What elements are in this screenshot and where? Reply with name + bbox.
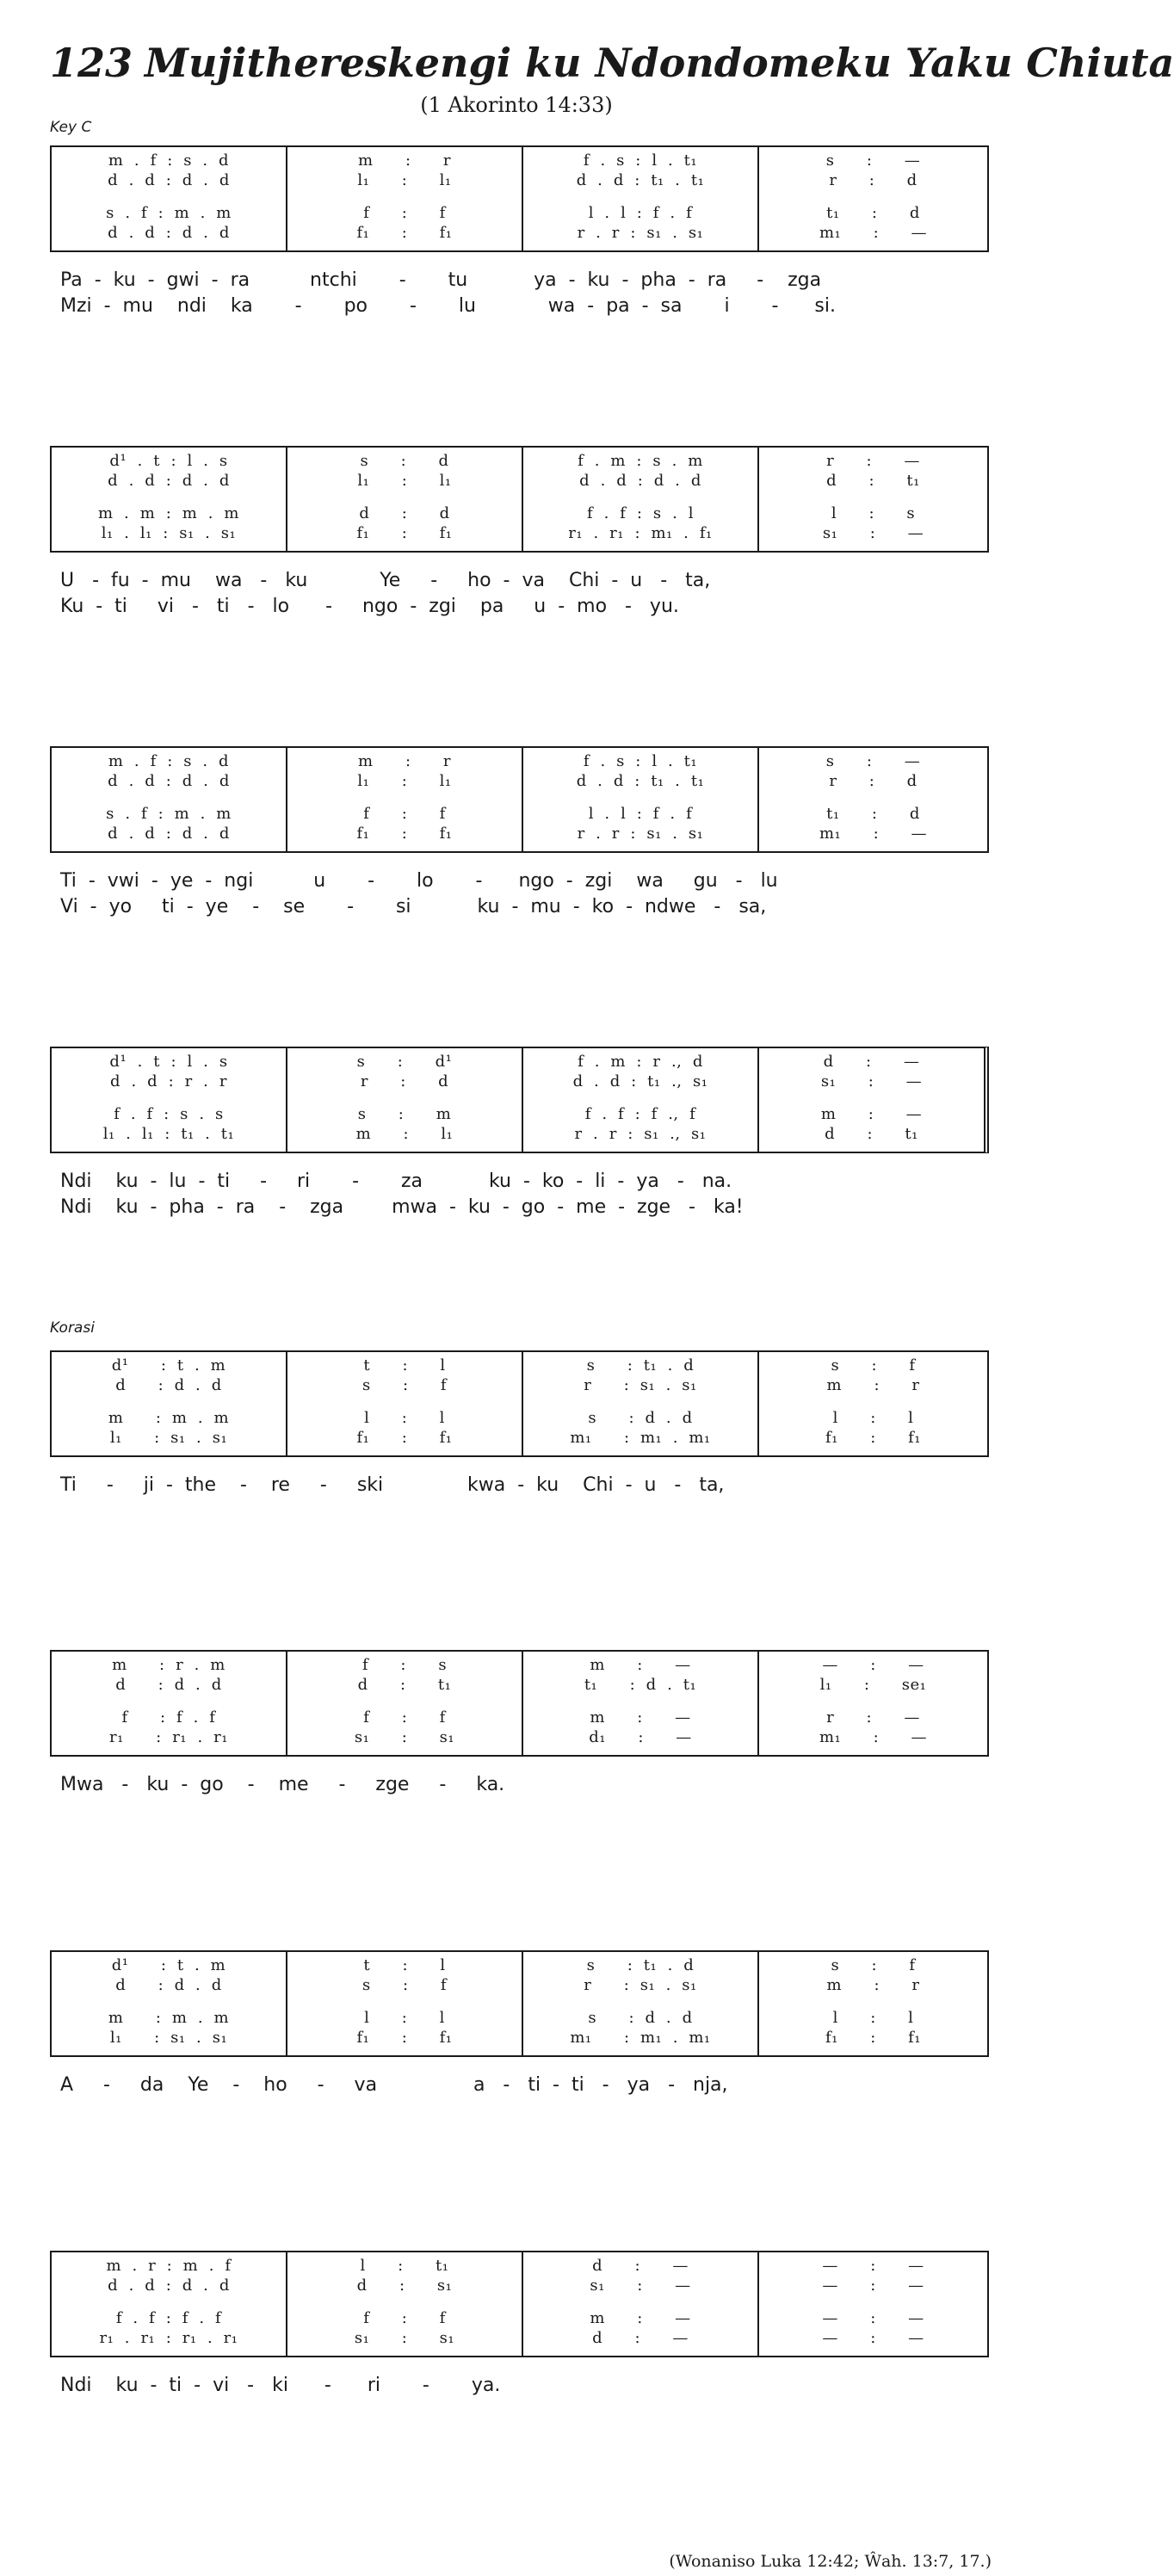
voice-notes: d : d . d bbox=[115, 1376, 222, 1394]
voice-notes: s : d . d bbox=[588, 1409, 693, 1427]
voice-notes: l : l bbox=[364, 1409, 445, 1427]
voice-notes: s : — bbox=[825, 752, 921, 770]
lyric-line: U - fu - mu wa - ku Ye - ho - va Chi - u - ta, bbox=[60, 570, 711, 591]
measure bbox=[52, 2252, 287, 2356]
voice-notes: s : f bbox=[831, 1356, 916, 1374]
voice-notes: l₁ : se₁ bbox=[819, 1676, 927, 1694]
voice-notes: l₁ . l₁ : s₁ . s₁ bbox=[101, 524, 237, 542]
voice-notes: m . f : s . d bbox=[108, 752, 230, 770]
voice-notes: f₁ : f₁ bbox=[356, 1429, 453, 1447]
lyric-line: Ndi ku - ti - vi - ki - ri - ya. bbox=[60, 2375, 501, 2396]
voice-notes: m₁ : — bbox=[819, 1728, 927, 1746]
voice-notes: m : m . m bbox=[108, 2009, 230, 2027]
voice-notes: r₁ : r₁ . r₁ bbox=[109, 1728, 228, 1746]
voice-notes: m : l₁ bbox=[355, 1125, 454, 1143]
voice-notes: m₁ : m₁ . m₁ bbox=[570, 2029, 711, 2047]
voice-notes: s : d¹ bbox=[356, 1053, 453, 1071]
voice-notes: l : l bbox=[364, 2009, 445, 2027]
lyric-line: Vi - yo ti - ye - se - si ku - mu - ko - ndwe - sa, bbox=[60, 896, 767, 917]
voice-notes: m : r bbox=[358, 151, 451, 170]
voice-notes: f : f bbox=[363, 805, 446, 823]
voice-notes: s : t₁ . d bbox=[586, 1956, 695, 1974]
staff-system bbox=[50, 1650, 989, 1757]
voice-notes: d : — bbox=[823, 1053, 920, 1071]
voice-notes: d . d : d . d bbox=[579, 472, 701, 490]
measure bbox=[287, 448, 523, 551]
measure bbox=[523, 1952, 759, 2055]
voice-notes: d¹ : t . m bbox=[111, 1956, 226, 1974]
voice-notes: r : s₁ . s₁ bbox=[584, 1376, 697, 1394]
voice-notes: s : t₁ . d bbox=[586, 1356, 695, 1374]
voice-notes: s : d bbox=[360, 452, 449, 470]
voice-notes: d : d . d bbox=[115, 1976, 222, 1994]
scripture-reference: (1 Akorinto 14:33) bbox=[420, 93, 613, 117]
voice-notes: m₁ : — bbox=[819, 825, 927, 843]
voice-notes: s₁ : — bbox=[822, 524, 924, 542]
lyric-line: Ndi ku - lu - ti - ri - za ku - ko - li - ya - na. bbox=[60, 1171, 732, 1192]
hymn-title bbox=[50, 40, 1174, 86]
voice-notes: d₁ : — bbox=[589, 1728, 692, 1746]
voice-notes: l₁ : l₁ bbox=[357, 772, 452, 790]
voice-notes: r : — bbox=[826, 1708, 920, 1727]
voice-notes: s : f bbox=[831, 1956, 916, 1974]
voice-notes: s : d . d bbox=[588, 2009, 693, 2027]
voice-notes: r : s₁ . s₁ bbox=[584, 1976, 697, 1994]
voice-notes: d : — bbox=[592, 2257, 689, 2275]
staff-system bbox=[50, 2251, 989, 2357]
voice-notes: s . f : m . m bbox=[106, 805, 232, 823]
voice-notes: r : — bbox=[826, 452, 920, 470]
voice-notes: m : r bbox=[826, 1376, 920, 1394]
voice-notes: l : l bbox=[832, 2009, 914, 2027]
voice-notes: s : f bbox=[361, 1376, 448, 1394]
voice-notes: m . r : m . f bbox=[106, 2257, 232, 2275]
measure bbox=[287, 1048, 523, 1152]
measure bbox=[287, 147, 523, 250]
lyric-line: Pa - ku - gwi - ra ntchi - tu ya - ku - pha - ra - zga bbox=[60, 269, 822, 291]
measure bbox=[523, 1352, 759, 1455]
voice-notes: m₁ : m₁ . m₁ bbox=[570, 1429, 711, 1447]
voice-notes: d : d . d bbox=[115, 1676, 222, 1694]
measure bbox=[52, 1352, 287, 1455]
voice-notes: r . r : s₁ . s₁ bbox=[577, 825, 704, 843]
voice-notes: f : f bbox=[363, 1708, 446, 1727]
voice-notes: d . d : d . d bbox=[108, 2276, 230, 2295]
voice-notes: — : — bbox=[822, 2257, 924, 2275]
measure bbox=[52, 147, 287, 250]
measure bbox=[523, 448, 759, 551]
voice-notes: l₁ : s₁ . s₁ bbox=[109, 1429, 228, 1447]
measure bbox=[52, 448, 287, 551]
voice-notes: f : f bbox=[363, 204, 446, 222]
voice-notes: d : — bbox=[592, 2329, 689, 2347]
voice-notes: f . f : f ., f bbox=[584, 1105, 696, 1123]
voice-notes: f : f bbox=[363, 2309, 446, 2327]
voice-notes: s₁ : — bbox=[590, 2276, 691, 2295]
voice-notes: — : — bbox=[822, 2329, 924, 2347]
voice-notes: m₁ : — bbox=[819, 224, 927, 242]
voice-notes: m . m : m . m bbox=[98, 504, 239, 522]
staff-system bbox=[50, 145, 989, 252]
voice-notes: — : — bbox=[822, 1656, 924, 1674]
voice-notes: l₁ : s₁ . s₁ bbox=[109, 2029, 228, 2047]
voice-notes: t₁ : d . t₁ bbox=[584, 1676, 697, 1694]
voice-notes: m : r bbox=[358, 752, 451, 770]
voice-notes: d . d : d . d bbox=[108, 472, 230, 490]
voice-notes: f . m : s . m bbox=[578, 452, 703, 470]
measure bbox=[759, 1352, 987, 1455]
voice-notes: f₁ : f₁ bbox=[825, 2029, 921, 2047]
voice-notes: f₁ : f₁ bbox=[356, 224, 453, 242]
staff-system bbox=[50, 1350, 989, 1457]
voice-notes: l₁ : l₁ bbox=[357, 472, 452, 490]
voice-notes: f . s : l . t₁ bbox=[583, 151, 698, 170]
voice-notes: f₁ : f₁ bbox=[356, 825, 453, 843]
lyric-line: Mzi - mu ndi ka - po - lu wa - pa - sa i - si. bbox=[60, 295, 836, 317]
voice-notes: d . d : t₁ ., s₁ bbox=[572, 1072, 708, 1090]
voice-notes: r : d bbox=[360, 1072, 449, 1090]
measure bbox=[523, 1652, 759, 1755]
staff-system bbox=[50, 1047, 989, 1153]
measure bbox=[523, 1048, 759, 1152]
voice-notes: s : f bbox=[361, 1976, 448, 1994]
footer-reference: (Wonaniso Luka 12:42; Ŵah. 13:7, 17.) bbox=[669, 2552, 992, 2571]
measure bbox=[52, 1952, 287, 2055]
voice-notes: f : f . f bbox=[121, 1708, 216, 1727]
measure bbox=[287, 1952, 523, 2055]
voice-notes: d . d : r . r bbox=[110, 1072, 227, 1090]
measure bbox=[759, 748, 987, 851]
voice-notes: r : d bbox=[829, 171, 918, 189]
voice-notes: d : t₁ bbox=[825, 1125, 918, 1143]
voice-notes: d . d : d . d bbox=[108, 224, 230, 242]
measure bbox=[759, 2252, 987, 2356]
voice-notes: f₁ : f₁ bbox=[825, 1429, 921, 1447]
voice-notes: s : — bbox=[825, 151, 921, 170]
lyric-line: A - da Ye - ho - va a - ti - ti - ya - nja, bbox=[60, 2074, 728, 2096]
measure bbox=[52, 1048, 287, 1152]
measure bbox=[52, 1652, 287, 1755]
voice-notes: f . f : f . f bbox=[115, 2309, 222, 2327]
measure bbox=[523, 2252, 759, 2356]
voice-notes: f . f : s . s bbox=[114, 1105, 224, 1123]
measure bbox=[759, 147, 987, 250]
voice-notes: r : d bbox=[829, 772, 918, 790]
voice-notes: s . f : m . m bbox=[106, 204, 232, 222]
measure bbox=[287, 1652, 523, 1755]
voice-notes: l . l : f . f bbox=[588, 204, 693, 222]
lyric-line: Mwa - ku - go - me - zge - ka. bbox=[60, 1774, 505, 1795]
voice-notes: f : s bbox=[361, 1656, 448, 1674]
voice-notes: d¹ . t : l . s bbox=[109, 452, 228, 470]
measure bbox=[759, 448, 987, 551]
voice-notes: t : l bbox=[363, 1956, 446, 1974]
voice-notes: m . f : s . d bbox=[108, 151, 230, 170]
lyric-line: Ti - ji - the - re - ski kwa - ku Chi - u - ta, bbox=[60, 1474, 725, 1496]
voice-notes: f . s : l . t₁ bbox=[583, 752, 698, 770]
lyric-line: Ku - ti vi - ti - lo - ngo - zgi pa u - mo - yu. bbox=[60, 596, 679, 617]
voice-notes: s₁ : s₁ bbox=[354, 1728, 455, 1746]
measure bbox=[759, 1952, 987, 2055]
voice-notes: r . r : s₁ . s₁ bbox=[577, 224, 704, 242]
voice-notes: l : t₁ bbox=[360, 2257, 449, 2275]
voice-notes: f . m : r ., d bbox=[578, 1053, 703, 1071]
voice-notes: — : — bbox=[822, 2276, 924, 2295]
voice-notes: s₁ : — bbox=[820, 1072, 923, 1090]
voice-notes: m : — bbox=[820, 1105, 923, 1123]
voice-notes: d : t₁ bbox=[826, 472, 920, 490]
measure bbox=[287, 748, 523, 851]
voice-notes: d : d bbox=[359, 504, 450, 522]
voice-notes: d : s₁ bbox=[356, 2276, 453, 2295]
lyric-line: Ti - vwi - ye - ngi u - lo - ngo - zgi wa gu - lu bbox=[60, 870, 778, 892]
voice-notes: l . l : f . f bbox=[588, 805, 693, 823]
voice-notes: f₁ : f₁ bbox=[356, 524, 453, 542]
measure bbox=[52, 748, 287, 851]
voice-notes: s₁ : s₁ bbox=[354, 2329, 455, 2347]
measure bbox=[759, 1048, 984, 1152]
voice-notes: t : l bbox=[363, 1356, 446, 1374]
voice-notes: f . f : s . l bbox=[587, 504, 694, 522]
voice-notes: m : — bbox=[590, 1656, 691, 1674]
voice-notes: t₁ : d bbox=[826, 805, 920, 823]
staff-system bbox=[50, 1950, 989, 2057]
voice-notes: d : t₁ bbox=[357, 1676, 452, 1694]
voice-notes: m : — bbox=[590, 1708, 691, 1727]
staff-system bbox=[50, 446, 989, 553]
voice-notes: d . d : d . d bbox=[108, 825, 230, 843]
voice-notes: d . d : d . d bbox=[108, 772, 230, 790]
voice-notes: l : s bbox=[831, 504, 916, 522]
voice-notes: l₁ . l₁ : t₁ . t₁ bbox=[102, 1125, 235, 1143]
voice-notes: d¹ : t . m bbox=[111, 1356, 226, 1374]
chorus-label: Korasi bbox=[50, 1319, 95, 1337]
hymn-number: 123 bbox=[50, 40, 133, 86]
voice-notes: f₁ : f₁ bbox=[356, 2029, 453, 2047]
hymn-title-text: Mujithereskengi ku Ndondomeku Yaku Chiuta bbox=[145, 40, 1174, 86]
measure bbox=[759, 1652, 987, 1755]
voice-notes: d¹ . t : l . s bbox=[109, 1053, 228, 1071]
voice-notes: s : m bbox=[357, 1105, 452, 1123]
voice-notes: d . d : t₁ . t₁ bbox=[576, 772, 705, 790]
voice-notes: d . d : d . d bbox=[108, 171, 230, 189]
voice-notes: l : l bbox=[832, 1409, 914, 1427]
voice-notes: — : — bbox=[822, 2309, 924, 2327]
measure bbox=[287, 2252, 523, 2356]
voice-notes: m : r . m bbox=[112, 1656, 226, 1674]
lyric-line: Ndi ku - pha - ra - zga mwa - ku - go - me - zge - ka! bbox=[60, 1196, 744, 1218]
voice-notes: r₁ . r₁ : r₁ . r₁ bbox=[99, 2329, 238, 2347]
voice-notes: d . d : t₁ . t₁ bbox=[576, 171, 705, 189]
voice-notes: m : — bbox=[590, 2309, 691, 2327]
key-signature: Key C bbox=[50, 119, 92, 136]
measure bbox=[523, 748, 759, 851]
measure bbox=[523, 147, 759, 250]
voice-notes: m : r bbox=[826, 1976, 920, 1994]
voice-notes: r . r : s₁ ., s₁ bbox=[574, 1125, 707, 1143]
voice-notes: l₁ : l₁ bbox=[357, 171, 452, 189]
voice-notes: r₁ . r₁ : m₁ . f₁ bbox=[568, 524, 713, 542]
voice-notes: m : m . m bbox=[108, 1409, 230, 1427]
voice-notes: t₁ : d bbox=[826, 204, 920, 222]
staff-system bbox=[50, 746, 989, 853]
measure bbox=[287, 1352, 523, 1455]
